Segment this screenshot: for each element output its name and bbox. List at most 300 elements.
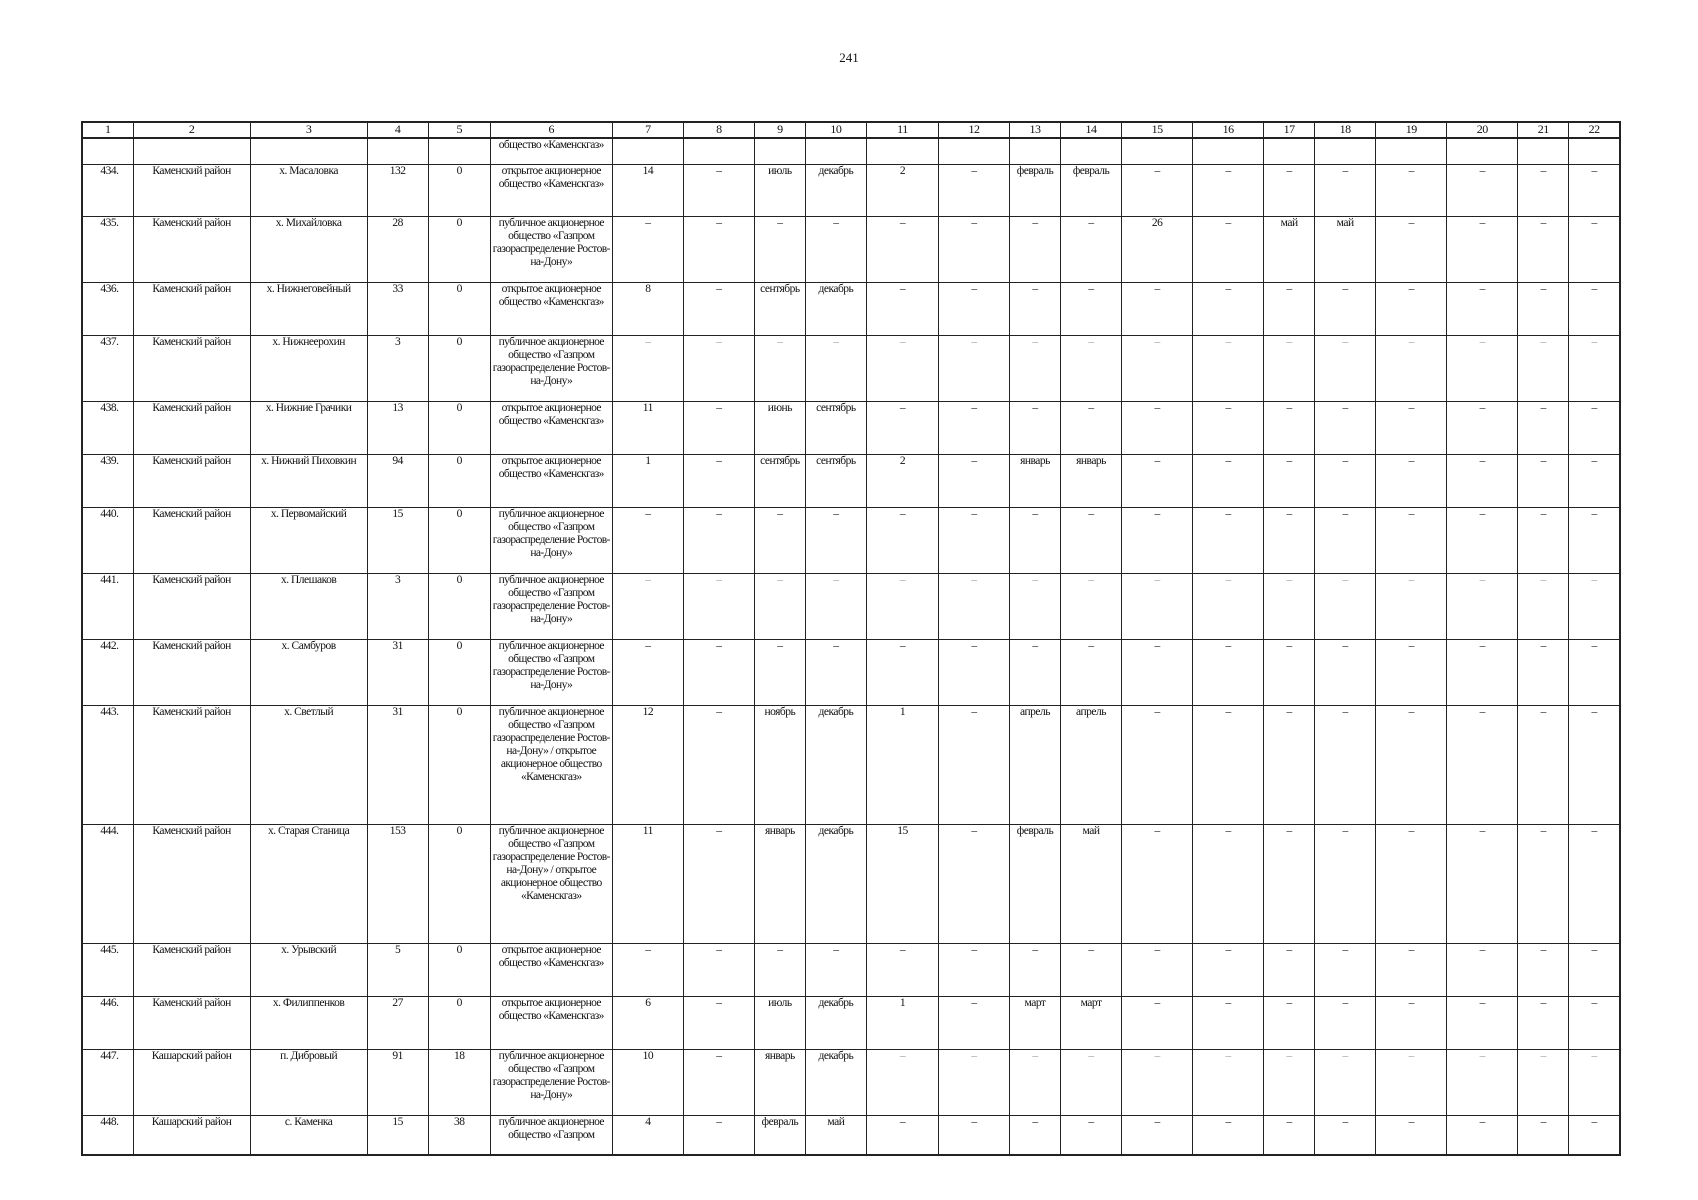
table-cell-col-4: 13 xyxy=(367,401,428,454)
table-cell-col-4: 31 xyxy=(367,705,428,824)
table-cell-col-22: – xyxy=(1569,335,1620,401)
table-cell-col-16: – xyxy=(1193,639,1264,705)
table-cell-col-21: – xyxy=(1518,401,1569,454)
table-cell-col-10: сентябрь xyxy=(805,454,866,507)
table-cell-col-13: – xyxy=(1009,1115,1060,1155)
table-row xyxy=(82,138,1620,164)
table-cell-col-6: общество «Каменскгаз» xyxy=(490,138,612,164)
table-cell-col-5: 18 xyxy=(428,1049,490,1115)
table-cell-col-21: – xyxy=(1518,573,1569,639)
table-cell-col-5: 0 xyxy=(428,705,490,824)
table-row xyxy=(82,401,1620,454)
table-cell-col-12: – xyxy=(938,454,1009,507)
table-cell-col-2 xyxy=(133,138,250,164)
column-number-6: 6 xyxy=(490,122,612,138)
table-cell-col-22: – xyxy=(1569,996,1620,1049)
table-cell-col-17: – xyxy=(1264,824,1315,943)
table-cell-col-21 xyxy=(1518,138,1569,164)
table-cell-col-12: – xyxy=(938,943,1009,996)
table-cell-col-2: Каменский район xyxy=(133,824,250,943)
table-cell-col-16: – xyxy=(1193,282,1264,335)
table-cell-col-5: 0 xyxy=(428,996,490,1049)
table-cell-col-7: 10 xyxy=(612,1049,683,1115)
table-cell-col-4: 27 xyxy=(367,996,428,1049)
table-cell-col-22 xyxy=(1569,138,1620,164)
table-cell-col-19: – xyxy=(1376,454,1447,507)
table-cell-col-2: Каменский район xyxy=(133,216,250,282)
table-cell-col-14: – xyxy=(1061,401,1122,454)
table-cell-col-17: – xyxy=(1264,705,1315,824)
table-cell-col-10: – xyxy=(805,943,866,996)
table-cell-col-1: 435. xyxy=(82,216,133,282)
table-cell-col-16: – xyxy=(1193,573,1264,639)
table-cell-col-10: сентябрь xyxy=(805,401,866,454)
table-cell-col-16: – xyxy=(1193,996,1264,1049)
table-cell-col-8: – xyxy=(683,824,754,943)
table-row xyxy=(82,216,1620,282)
table-cell-col-20: – xyxy=(1447,507,1518,573)
table-cell-col-2: Каменский район xyxy=(133,507,250,573)
table-cell-col-1: 436. xyxy=(82,282,133,335)
table-cell-col-14: – xyxy=(1061,216,1122,282)
table-cell-col-4: 94 xyxy=(367,454,428,507)
table-cell-col-10: декабрь xyxy=(805,282,866,335)
table-cell-col-9 xyxy=(754,138,805,164)
column-number-1: 1 xyxy=(82,122,133,138)
table-cell-col-12: – xyxy=(938,335,1009,401)
table-cell-col-18: – xyxy=(1315,164,1376,216)
table-cell-col-4: 3 xyxy=(367,335,428,401)
table-cell-col-11: – xyxy=(866,639,938,705)
table-cell-col-4: 91 xyxy=(367,1049,428,1115)
table-cell-col-13 xyxy=(1009,138,1060,164)
column-number-7: 7 xyxy=(612,122,683,138)
table-cell-col-15: – xyxy=(1122,282,1193,335)
table-cell-col-20: – xyxy=(1447,1049,1518,1115)
table-cell-col-19: – xyxy=(1376,824,1447,943)
table-cell-col-17: – xyxy=(1264,1049,1315,1115)
table-cell-col-15: – xyxy=(1122,1115,1193,1155)
table-cell-col-5: 0 xyxy=(428,454,490,507)
table-cell-col-8: – xyxy=(683,335,754,401)
table-cell-col-2: Каменский район xyxy=(133,401,250,454)
header-row xyxy=(82,122,1620,138)
table-cell-col-1: 446. xyxy=(82,996,133,1049)
table-cell-col-1: 445. xyxy=(82,943,133,996)
table-cell-col-18: – xyxy=(1315,943,1376,996)
table-cell-col-21: – xyxy=(1518,705,1569,824)
table-cell-col-2: Каменский район xyxy=(133,454,250,507)
table-cell-col-18 xyxy=(1315,138,1376,164)
table-cell-col-15: – xyxy=(1122,401,1193,454)
table-cell-col-1: 441. xyxy=(82,573,133,639)
table-cell-col-1: 437. xyxy=(82,335,133,401)
table-row xyxy=(82,507,1620,573)
table-cell-col-9: – xyxy=(754,507,805,573)
table-cell-col-17: – xyxy=(1264,164,1315,216)
table-cell-col-6: открытое акционерное общество «Каменскгаз» xyxy=(490,164,612,216)
table-cell-col-20: – xyxy=(1447,164,1518,216)
table-cell-col-11: – xyxy=(866,282,938,335)
table-cell-col-12 xyxy=(938,138,1009,164)
table-cell-col-4: 153 xyxy=(367,824,428,943)
table-cell-col-12: – xyxy=(938,216,1009,282)
table-cell-col-9: февраль xyxy=(754,1115,805,1155)
table-cell-col-5: 0 xyxy=(428,282,490,335)
table-cell-col-2: Кашарский район xyxy=(133,1115,250,1155)
table-cell-col-3: х. Михайловка xyxy=(250,216,367,282)
table-cell-col-3: х. Самбуров xyxy=(250,639,367,705)
table-cell-col-21: – xyxy=(1518,335,1569,401)
table-cell-col-7: 6 xyxy=(612,996,683,1049)
table-cell-col-6: открытое акционерное общество «Каменскгаз» xyxy=(490,943,612,996)
column-number-20: 20 xyxy=(1447,122,1518,138)
table-cell-col-13: февраль xyxy=(1009,824,1060,943)
table-cell-col-16: – xyxy=(1193,943,1264,996)
page-number: 241 xyxy=(839,50,859,65)
table-cell-col-16: – xyxy=(1193,1115,1264,1155)
table-cell-col-7: – xyxy=(612,335,683,401)
table-cell-col-18: – xyxy=(1315,996,1376,1049)
table-cell-col-15: 26 xyxy=(1122,216,1193,282)
table-cell-col-19: – xyxy=(1376,705,1447,824)
table-cell-col-21: – xyxy=(1518,216,1569,282)
table-cell-col-18: – xyxy=(1315,1049,1376,1115)
table-cell-col-17: – xyxy=(1264,639,1315,705)
column-number-8: 8 xyxy=(683,122,754,138)
table-cell-col-7: 14 xyxy=(612,164,683,216)
table-cell-col-8: – xyxy=(683,282,754,335)
table-cell-col-15: – xyxy=(1122,454,1193,507)
table-cell-col-12: – xyxy=(938,705,1009,824)
table-cell-col-11: – xyxy=(866,1049,938,1115)
table-cell-col-7: 12 xyxy=(612,705,683,824)
table-cell-col-15: – xyxy=(1122,573,1193,639)
table-row xyxy=(82,824,1620,943)
table-cell-col-8: – xyxy=(683,996,754,1049)
table-cell-col-11: – xyxy=(866,401,938,454)
table-row xyxy=(82,996,1620,1049)
table-cell-col-10: – xyxy=(805,216,866,282)
table-cell-col-16: – xyxy=(1193,335,1264,401)
table-cell-col-19 xyxy=(1376,138,1447,164)
table-cell-col-17 xyxy=(1264,138,1315,164)
table-cell-col-9: июль xyxy=(754,996,805,1049)
table-cell-col-10: декабрь xyxy=(805,824,866,943)
table-cell-col-6: открытое акционерное общество «Каменскгаз» xyxy=(490,996,612,1049)
column-number-10: 10 xyxy=(805,122,866,138)
table-cell-col-21: – xyxy=(1518,943,1569,996)
table-cell-col-19: – xyxy=(1376,1049,1447,1115)
table-cell-col-3: х. Филиппенков xyxy=(250,996,367,1049)
table-cell-col-17: – xyxy=(1264,507,1315,573)
table-cell-col-19: – xyxy=(1376,1115,1447,1155)
table-cell-col-12: – xyxy=(938,1115,1009,1155)
table-cell-col-21: – xyxy=(1518,454,1569,507)
gas-network-table xyxy=(81,121,1621,1156)
table-cell-col-17: – xyxy=(1264,454,1315,507)
table-cell-col-6: публичное акционерное общество «Газпром xyxy=(490,1115,612,1155)
table-cell-col-9: сентябрь xyxy=(754,454,805,507)
table-cell-col-14: – xyxy=(1061,1115,1122,1155)
column-number-12: 12 xyxy=(938,122,1009,138)
table-cell-col-16: – xyxy=(1193,1049,1264,1115)
table-cell-col-21: – xyxy=(1518,282,1569,335)
table-cell-col-22: – xyxy=(1569,573,1620,639)
table-cell-col-14: февраль xyxy=(1061,164,1122,216)
table-cell-col-8 xyxy=(683,138,754,164)
table-cell-col-1: 443. xyxy=(82,705,133,824)
table-cell-col-3: х. Нижнеговейный xyxy=(250,282,367,335)
table-cell-col-6: открытое акционерное общество «Каменскгаз» xyxy=(490,282,612,335)
table-cell-col-5 xyxy=(428,138,490,164)
table-cell-col-19: – xyxy=(1376,573,1447,639)
table-cell-col-4: 132 xyxy=(367,164,428,216)
table-cell-col-5: 0 xyxy=(428,824,490,943)
table-cell-col-3: х. Светлый xyxy=(250,705,367,824)
table-cell-col-7: – xyxy=(612,573,683,639)
table-cell-col-22: – xyxy=(1569,639,1620,705)
table-cell-col-3: х. Урывский xyxy=(250,943,367,996)
table-cell-col-22: – xyxy=(1569,943,1620,996)
table-cell-col-22: – xyxy=(1569,1049,1620,1115)
table-cell-col-19: – xyxy=(1376,507,1447,573)
table-cell-col-6: открытое акционерное общество «Каменскгаз» xyxy=(490,401,612,454)
table-cell-col-14: – xyxy=(1061,282,1122,335)
table-cell-col-3: х. Плешаков xyxy=(250,573,367,639)
table-cell-col-13: февраль xyxy=(1009,164,1060,216)
table-cell-col-15: – xyxy=(1122,639,1193,705)
table-cell-col-5: 0 xyxy=(428,943,490,996)
table-cell-col-13: – xyxy=(1009,573,1060,639)
table-cell-col-15: – xyxy=(1122,996,1193,1049)
table-cell-col-12: – xyxy=(938,282,1009,335)
table-cell-col-15: – xyxy=(1122,335,1193,401)
table-cell-col-18: – xyxy=(1315,507,1376,573)
table-cell-col-9: январь xyxy=(754,824,805,943)
column-number-16: 16 xyxy=(1193,122,1264,138)
table-cell-col-3 xyxy=(250,138,367,164)
table-cell-col-2: Каменский район xyxy=(133,996,250,1049)
table-cell-col-7: – xyxy=(612,507,683,573)
table-cell-col-8: – xyxy=(683,573,754,639)
table-cell-col-11: – xyxy=(866,507,938,573)
table-cell-col-12: – xyxy=(938,1049,1009,1115)
table-cell-col-1: 439. xyxy=(82,454,133,507)
table-cell-col-22: – xyxy=(1569,507,1620,573)
table-cell-col-20: – xyxy=(1447,824,1518,943)
table-cell-col-8: – xyxy=(683,639,754,705)
table-cell-col-2: Каменский район xyxy=(133,639,250,705)
table-cell-col-14: март xyxy=(1061,996,1122,1049)
table-cell-col-22: – xyxy=(1569,705,1620,824)
table-cell-col-13: январь xyxy=(1009,454,1060,507)
table-cell-col-18: май xyxy=(1315,216,1376,282)
table-cell-col-14: – xyxy=(1061,943,1122,996)
column-number-2: 2 xyxy=(133,122,250,138)
table-cell-col-18: – xyxy=(1315,401,1376,454)
table-cell-col-5: 0 xyxy=(428,639,490,705)
table-cell-col-22: – xyxy=(1569,1115,1620,1155)
table-cell-col-11: 2 xyxy=(866,454,938,507)
table-cell-col-3: х. Нижний Пиховкин xyxy=(250,454,367,507)
table-cell-col-3: с. Каменка xyxy=(250,1115,367,1155)
table-cell-col-6: публичное акционерное общество «Газпром газораспределение Ростов-на-Дону» / открытое акционерное общество «Каменскгаз» xyxy=(490,705,612,824)
table-cell-col-8: – xyxy=(683,401,754,454)
table-cell-col-17: – xyxy=(1264,573,1315,639)
table-cell-col-2: Каменский район xyxy=(133,164,250,216)
table-cell-col-4 xyxy=(367,138,428,164)
table-cell-col-19: – xyxy=(1376,282,1447,335)
table-row xyxy=(82,705,1620,824)
table-cell-col-3: х. Первомайский xyxy=(250,507,367,573)
table-cell-col-7: 11 xyxy=(612,824,683,943)
table-cell-col-8: – xyxy=(683,216,754,282)
table-cell-col-9: – xyxy=(754,216,805,282)
table-cell-col-21: – xyxy=(1518,996,1569,1049)
table-cell-col-5: 38 xyxy=(428,1115,490,1155)
column-number-13: 13 xyxy=(1009,122,1060,138)
table-cell-col-4: 31 xyxy=(367,639,428,705)
table-cell-col-16: – xyxy=(1193,507,1264,573)
table-row xyxy=(82,282,1620,335)
table-cell-col-2: Каменский район xyxy=(133,282,250,335)
table-cell-col-19: – xyxy=(1376,164,1447,216)
table-cell-col-3: х. Старая Станица xyxy=(250,824,367,943)
column-number-21: 21 xyxy=(1518,122,1569,138)
table-cell-col-16: – xyxy=(1193,454,1264,507)
table-cell-col-13: – xyxy=(1009,216,1060,282)
table-cell-col-10 xyxy=(805,138,866,164)
table-cell-col-13: – xyxy=(1009,1049,1060,1115)
table-cell-col-21: – xyxy=(1518,824,1569,943)
table-cell-col-18: – xyxy=(1315,705,1376,824)
table-cell-col-15: – xyxy=(1122,164,1193,216)
table-cell-col-10: – xyxy=(805,573,866,639)
table-cell-col-8: – xyxy=(683,454,754,507)
column-number-19: 19 xyxy=(1376,122,1447,138)
table-cell-col-18: – xyxy=(1315,282,1376,335)
table-cell-col-10: декабрь xyxy=(805,1049,866,1115)
table-cell-col-5: 0 xyxy=(428,507,490,573)
table-cell-col-7: 11 xyxy=(612,401,683,454)
table-cell-col-13: – xyxy=(1009,639,1060,705)
table-cell-col-14: май xyxy=(1061,824,1122,943)
column-number-17: 17 xyxy=(1264,122,1315,138)
table-cell-col-21: – xyxy=(1518,507,1569,573)
table-cell-col-21: – xyxy=(1518,639,1569,705)
table-cell-col-21: – xyxy=(1518,164,1569,216)
table-cell-col-5: 0 xyxy=(428,401,490,454)
table-cell-col-17: – xyxy=(1264,282,1315,335)
table-cell-col-20: – xyxy=(1447,335,1518,401)
column-number-9: 9 xyxy=(754,122,805,138)
table-cell-col-2: Каменский район xyxy=(133,573,250,639)
table-cell-col-13: апрель xyxy=(1009,705,1060,824)
table-cell-col-20: – xyxy=(1447,401,1518,454)
table-cell-col-4: 28 xyxy=(367,216,428,282)
table-cell-col-13: март xyxy=(1009,996,1060,1049)
table-cell-col-8: – xyxy=(683,164,754,216)
table-row xyxy=(82,454,1620,507)
table-cell-col-1: 438. xyxy=(82,401,133,454)
table-cell-col-9: – xyxy=(754,639,805,705)
table-cell-col-9: – xyxy=(754,335,805,401)
table-cell-col-10: – xyxy=(805,507,866,573)
table-cell-col-12: – xyxy=(938,639,1009,705)
table-cell-col-12: – xyxy=(938,507,1009,573)
table-cell-col-6: публичное акционерное общество «Газпром газораспределение Ростов-на-Дону» xyxy=(490,1049,612,1115)
table-cell-col-14: январь xyxy=(1061,454,1122,507)
table-row xyxy=(82,943,1620,996)
table-cell-col-10: май xyxy=(805,1115,866,1155)
table-cell-col-4: 3 xyxy=(367,573,428,639)
table-cell-col-12: – xyxy=(938,573,1009,639)
table-cell-col-17: – xyxy=(1264,401,1315,454)
table-cell-col-11: 2 xyxy=(866,164,938,216)
table-cell-col-20: – xyxy=(1447,996,1518,1049)
table-cell-col-1: 440. xyxy=(82,507,133,573)
table-cell-col-1: 434. xyxy=(82,164,133,216)
table-cell-col-18: – xyxy=(1315,573,1376,639)
table-row xyxy=(82,573,1620,639)
table-cell-col-22: – xyxy=(1569,164,1620,216)
table-cell-col-2: Каменский район xyxy=(133,943,250,996)
table-cell-col-13: – xyxy=(1009,507,1060,573)
table-row xyxy=(82,335,1620,401)
table-cell-col-8: – xyxy=(683,507,754,573)
table-cell-col-6: публичное акционерное общество «Газпром газораспределение Ростов-на-Дону» xyxy=(490,335,612,401)
table-cell-col-22: – xyxy=(1569,282,1620,335)
table-cell-col-4: 5 xyxy=(367,943,428,996)
table-cell-col-11: – xyxy=(866,335,938,401)
table-cell-col-19: – xyxy=(1376,639,1447,705)
table-cell-col-1: 447. xyxy=(82,1049,133,1115)
table-cell-col-7 xyxy=(612,138,683,164)
table-cell-col-16 xyxy=(1193,138,1264,164)
table-cell-col-15: – xyxy=(1122,943,1193,996)
table-cell-col-3: х. Нижнеерохин xyxy=(250,335,367,401)
table-cell-col-10: декабрь xyxy=(805,705,866,824)
table-cell-col-19: – xyxy=(1376,216,1447,282)
table-cell-col-6: публичное акционерное общество «Газпром газораспределение Ростов-на-Дону» xyxy=(490,573,612,639)
table-cell-col-11: 1 xyxy=(866,996,938,1049)
table-cell-col-15: – xyxy=(1122,1049,1193,1115)
table-cell-col-20: – xyxy=(1447,1115,1518,1155)
table-cell-col-20: – xyxy=(1447,573,1518,639)
table-cell-col-7: – xyxy=(612,639,683,705)
table-cell-col-11: 15 xyxy=(866,824,938,943)
table-cell-col-11: – xyxy=(866,216,938,282)
column-number-11: 11 xyxy=(866,122,938,138)
table-cell-col-15: – xyxy=(1122,507,1193,573)
table-cell-col-13: – xyxy=(1009,282,1060,335)
table-cell-col-22: – xyxy=(1569,401,1620,454)
table-cell-col-9: июнь xyxy=(754,401,805,454)
table-cell-col-18: – xyxy=(1315,335,1376,401)
table-cell-col-1 xyxy=(82,138,133,164)
table-cell-col-10: декабрь xyxy=(805,164,866,216)
table-cell-col-15: – xyxy=(1122,824,1193,943)
column-number-3: 3 xyxy=(250,122,367,138)
table-cell-col-7: 4 xyxy=(612,1115,683,1155)
table-cell-col-4: 33 xyxy=(367,282,428,335)
table-cell-col-8: – xyxy=(683,943,754,996)
column-number-14: 14 xyxy=(1061,122,1122,138)
table-cell-col-9: сентябрь xyxy=(754,282,805,335)
table-cell-col-6: публичное акционерное общество «Газпром газораспределение Ростов-на-Дону» xyxy=(490,216,612,282)
table-cell-col-6: публичное акционерное общество «Газпром газораспределение Ростов-на-Дону» xyxy=(490,507,612,573)
